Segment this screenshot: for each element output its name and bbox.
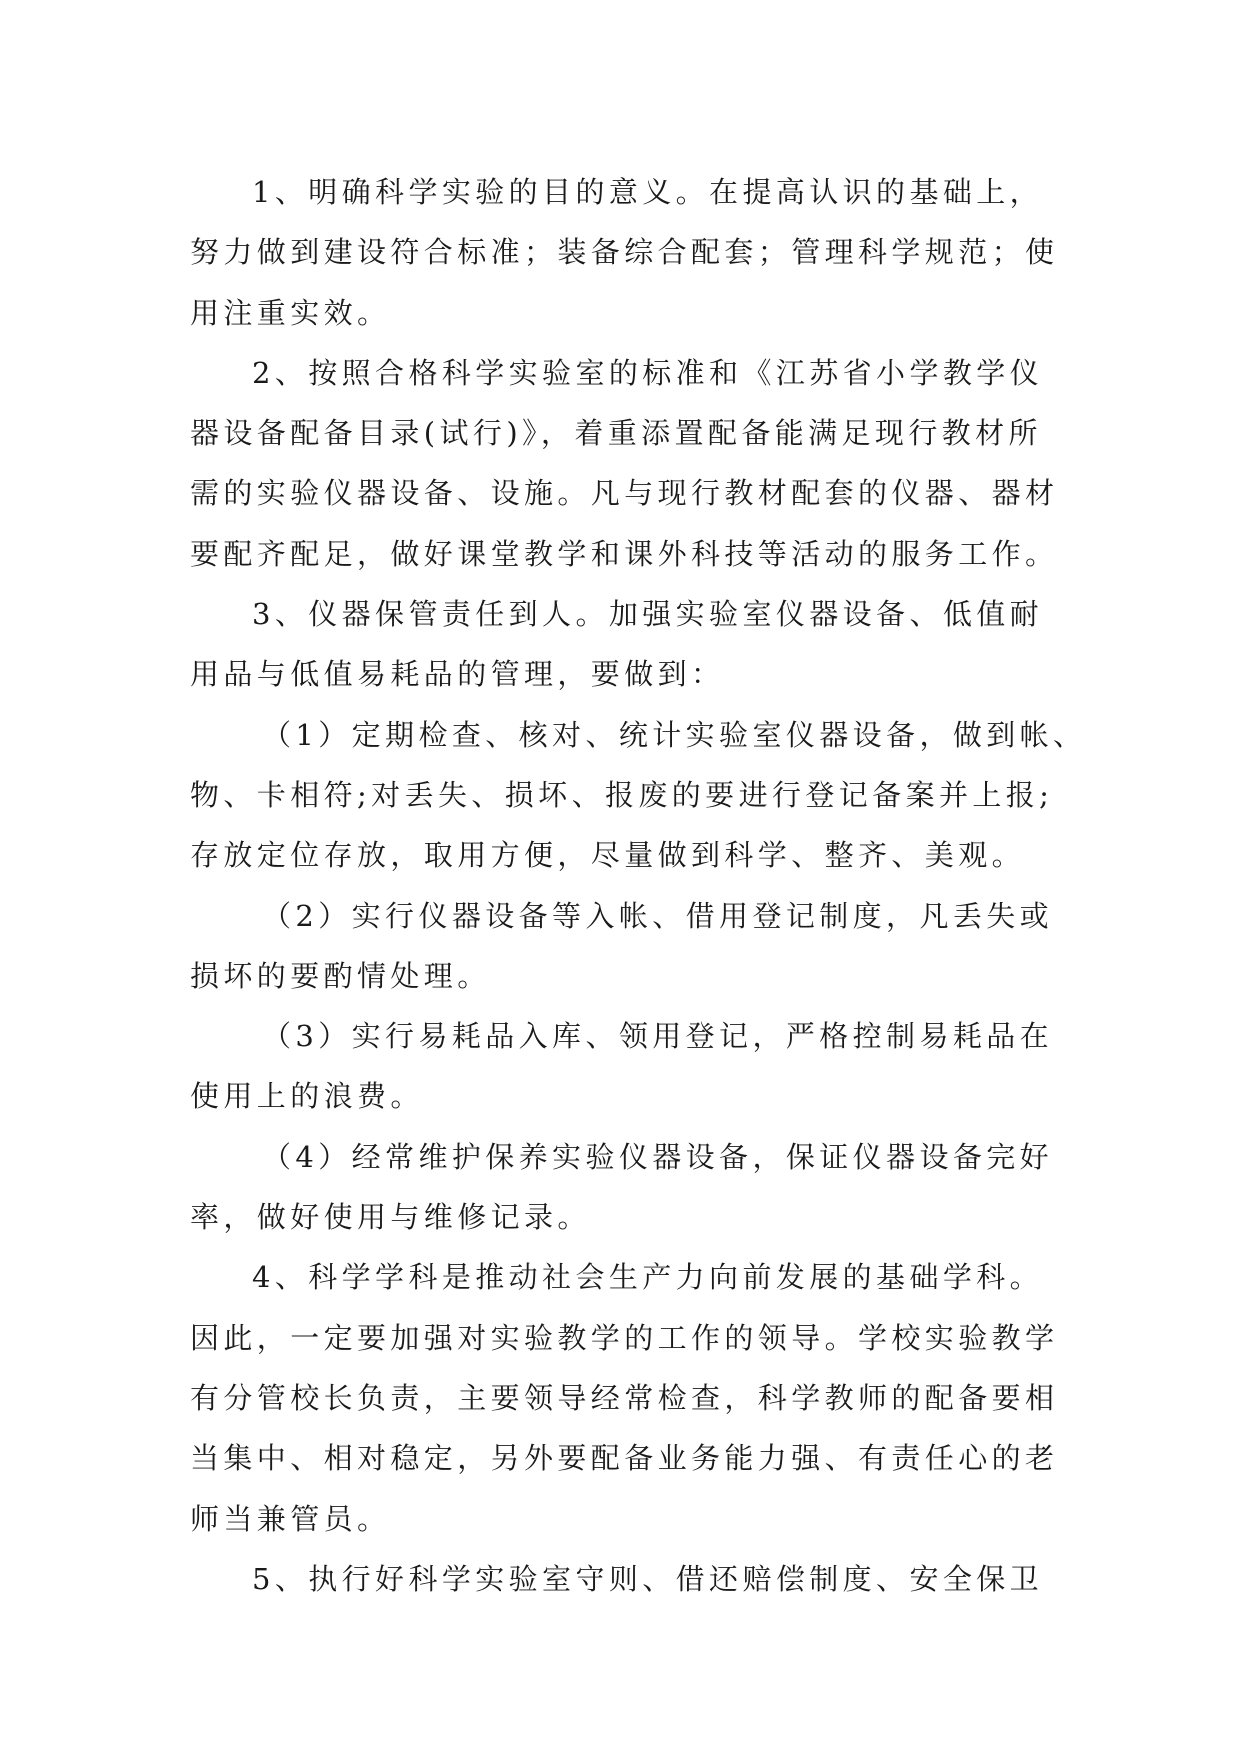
text-line: 用品与低值易耗品的管理，要做到： — [190, 657, 725, 692]
sub-item-1 — [190, 705, 1087, 886]
text-line: 师当兼管员。 — [190, 1501, 391, 1536]
text-line: 需的实验仪器设备、设施。凡与现行教材配套的仪器、器材 — [190, 476, 1059, 511]
sub-item-3 — [190, 1006, 1060, 1127]
text-line: 用注重实效。 — [190, 295, 391, 330]
paragraph-2 — [190, 343, 1060, 584]
text-line: 存放定位存放，取用方便，尽量做到科学、整齐、美观。 — [190, 838, 1026, 873]
text-line: 有分管校长负责，主要领导经常检查，科学教师的配备要相 — [190, 1380, 1059, 1415]
text-line: 3、仪器保管责任到人。加强实验室仪器设备、低值耐 — [252, 597, 1044, 632]
paragraph-1 — [190, 162, 1060, 343]
text-line: 5、执行好科学实验室守则、借还赔偿制度、安全保卫 — [252, 1561, 1044, 1596]
text-line: （2）实行仪器设备等入帐、借用登记制度，凡丢失或 — [262, 898, 1054, 933]
sub-item-4 — [190, 1127, 1060, 1248]
text-line: 要配齐配足，做好课堂教学和课外科技等活动的服务工作。 — [190, 536, 1059, 571]
text-line: 1、明确科学实验的目的意义。在提高认识的基础上， — [252, 175, 1044, 209]
text-line: 使用上的浪费。 — [190, 1079, 424, 1114]
text-line: （4）经常维护保养实验仪器设备，保证仪器设备完好 — [262, 1139, 1054, 1174]
text-line: 率，做好使用与维修记录。 — [190, 1200, 591, 1235]
document-body — [190, 162, 1087, 1609]
paragraph-4 — [190, 1247, 1060, 1548]
text-line: 损坏的要酌情处理。 — [190, 958, 491, 993]
text-line: 努力做到建设符合标准；装备综合配套；管理科学规范；使 — [190, 235, 1059, 270]
text-line: 物、卡相符;对丢失、损坏、报废的要进行登记备案并上报; — [190, 777, 1054, 812]
sub-item-2 — [190, 886, 1060, 1007]
text-line: 器设备配备目录(试行)》，着重添置配备能满足现行教材所 — [190, 416, 1042, 451]
text-line: 当集中、相对稳定，另外要配备业务能力强、有责任心的老 — [190, 1441, 1059, 1476]
text-line: 2、按照合格科学实验室的标准和《江苏省小学教学仪 — [252, 355, 1044, 390]
paragraph-3 — [190, 584, 1060, 705]
text-line: 4、科学学科是推动社会生产力向前发展的基础学科。 — [252, 1260, 1044, 1295]
paragraph-5 — [190, 1549, 1060, 1609]
text-line: （3）实行易耗品入库、领用登记，严格控制易耗品在 — [262, 1019, 1054, 1054]
text-line: 因此，一定要加强对实验教学的工作的领导。学校实验教学 — [190, 1320, 1059, 1355]
text-line: （1）定期检查、核对、统计实验室仪器设备，做到帐、 — [262, 717, 1087, 752]
